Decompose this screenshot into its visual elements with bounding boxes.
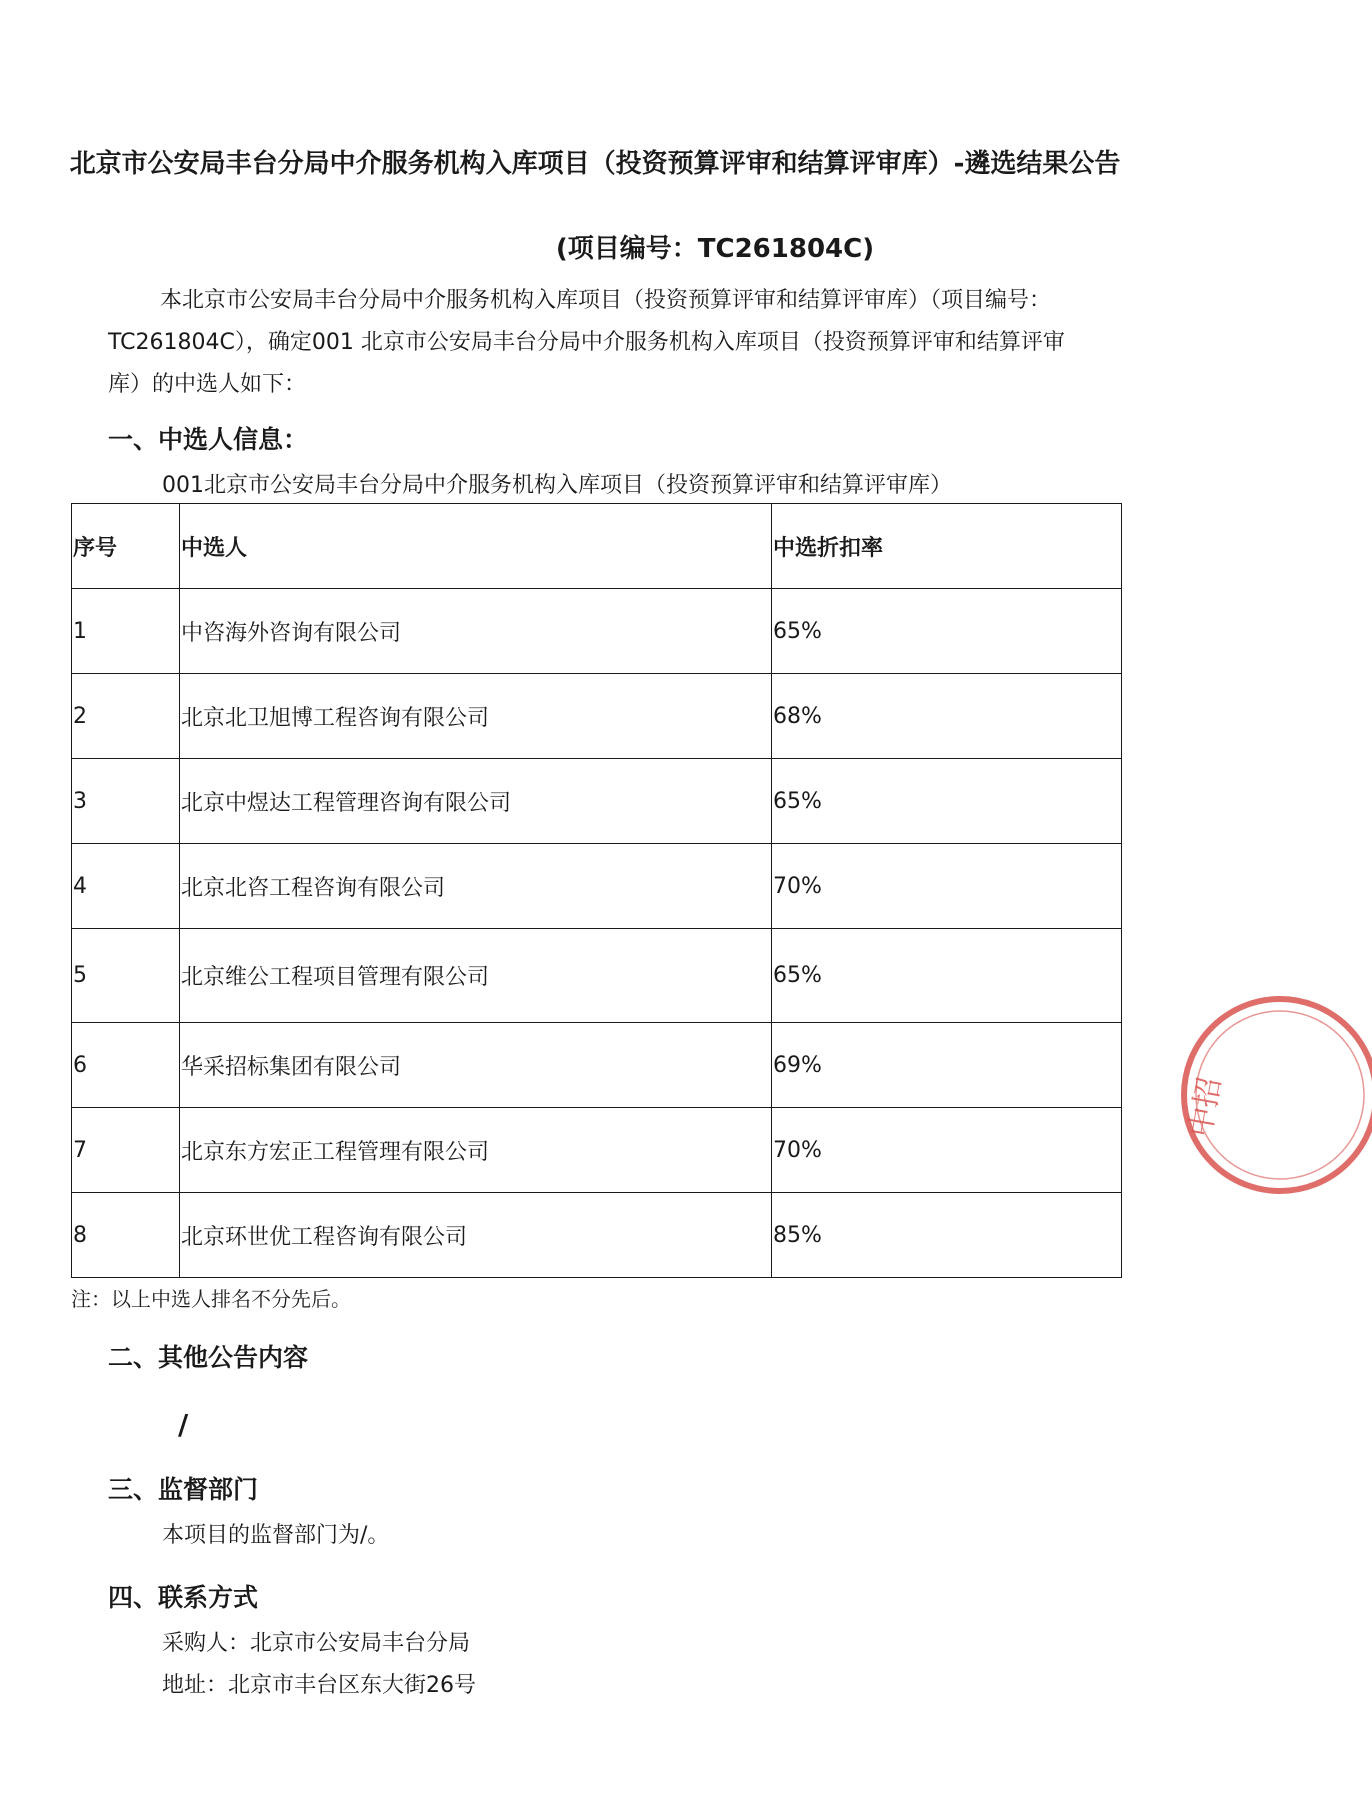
cell-winner: 北京环世优工程咨询有限公司 (180, 1193, 772, 1278)
table-row (72, 844, 1122, 929)
cell-winner: 北京东方宏正工程管理有限公司 (180, 1108, 772, 1193)
other-content: / (178, 1408, 189, 1441)
header-discount-rate: 中选折扣率 (772, 504, 1122, 589)
cell-index: 7 (72, 1108, 180, 1193)
cell-winner: 中咨海外咨询有限公司 (180, 589, 772, 674)
section-heading-supervision: 三、监督部门 (108, 1475, 259, 1504)
table-row (72, 1193, 1122, 1278)
header-index: 序号 (72, 504, 180, 589)
cell-discount-rate: 69% (772, 1023, 1122, 1108)
cell-index: 2 (72, 674, 180, 759)
contact-address: 地址：北京市丰台区东大街26号 (162, 1673, 476, 1698)
section-heading-other: 二、其他公告内容 (108, 1343, 309, 1372)
svg-text:中招: 中招 (1183, 1074, 1229, 1140)
contact-purchaser: 采购人：北京市公安局丰台分局 (162, 1631, 471, 1656)
cell-discount-rate: 70% (772, 844, 1122, 929)
cell-discount-rate: 65% (772, 759, 1122, 844)
section-heading-contact: 四、联系方式 (108, 1583, 259, 1612)
cell-winner: 北京北咨工程咨询有限公司 (180, 844, 772, 929)
table-row (72, 1023, 1122, 1108)
cell-index: 4 (72, 844, 180, 929)
cell-winner: 北京北卫旭博工程咨询有限公司 (180, 674, 772, 759)
official-seal-icon (1172, 985, 1372, 1205)
supervision-content: 本项目的监督部门为/。 (162, 1523, 390, 1548)
table-row (72, 589, 1122, 674)
table-note: 注：以上中选人排名不分先后。 (71, 1287, 351, 1311)
cell-discount-rate: 85% (772, 1193, 1122, 1278)
cell-index: 6 (72, 1023, 180, 1108)
cell-index: 3 (72, 759, 180, 844)
header-winner: 中选人 (180, 504, 772, 589)
table-row (72, 674, 1122, 759)
cell-winner: 北京维公工程项目管理有限公司 (180, 929, 772, 1023)
cell-discount-rate: 70% (772, 1108, 1122, 1193)
document-title: 北京市公安局丰台分局中介服务机构入库项目（投资预算评审和结算评审库）-遴选结果公告 (69, 149, 1121, 179)
project-line: 001北京市公安局丰台分局中介服务机构入库项目（投资预算评审和结算评审库） (162, 473, 952, 498)
cell-discount-rate: 65% (772, 589, 1122, 674)
intro-paragraph: 本北京市公安局丰台分局中介服务机构入库项目（投资预算评审和结算评审库）（项目编号：TC261804C），确定001 北京市公安局丰台分局中介服务机构入库项目（投资预算评审和结算评审库）的中选人如下： (108, 288, 1065, 397)
table-header-row (72, 504, 1122, 589)
cell-discount-rate: 68% (772, 674, 1122, 759)
section-heading-winners: 一、中选人信息： (108, 425, 309, 454)
cell-index: 8 (72, 1193, 180, 1278)
table-row (72, 1108, 1122, 1193)
cell-index: 5 (72, 929, 180, 1023)
winners-table (71, 503, 1122, 1278)
cell-index: 1 (72, 589, 180, 674)
table-row (72, 759, 1122, 844)
table-row (72, 929, 1122, 1023)
project-number: (项目编号：TC261804C) (555, 234, 875, 264)
cell-winner: 北京中煜达工程管理咨询有限公司 (180, 759, 772, 844)
cell-winner: 华采招标集团有限公司 (180, 1023, 772, 1108)
cell-discount-rate: 65% (772, 929, 1122, 1023)
